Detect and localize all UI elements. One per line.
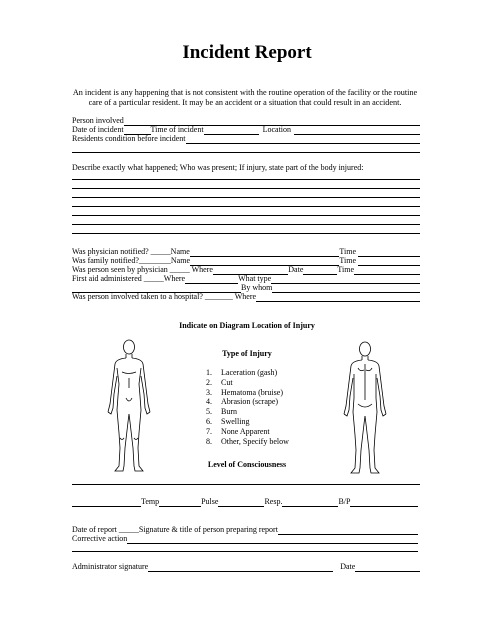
injury-type-label: None Apparent (221, 426, 270, 436)
date-of-incident-label: Date of incident (72, 125, 124, 134)
corrective-action-row (72, 534, 418, 544)
seen-date-label: Date (288, 265, 304, 274)
bp-field[interactable] (282, 498, 338, 507)
body-back-diagram[interactable] (340, 340, 390, 477)
injury-type-number: 5. (206, 407, 212, 417)
intro-paragraph: An incident is any happening that is not consistent with the routine operation of the facility or the routine care of a particular resident. It may be an accident or a situation that could result in an accident. (72, 88, 418, 107)
describe-line[interactable] (72, 206, 420, 207)
injury-type-number: 6. (206, 416, 212, 426)
admin-date-label: Date (340, 562, 356, 571)
describe-row (72, 163, 420, 173)
hospital-row (72, 292, 420, 302)
consciousness-heading: Level of Consciousness (207, 460, 287, 469)
pulse-label: Pulse (201, 497, 219, 506)
first-aid-label: First aid administered _____Where (72, 274, 186, 283)
injury-type-item (206, 397, 289, 407)
bp-label: B/P (338, 497, 351, 506)
injury-type-number: 1. (206, 368, 212, 377)
admin-signature-label: Administrator signature (72, 562, 149, 571)
describe-line[interactable] (72, 224, 420, 225)
corrective-action-line[interactable] (72, 551, 418, 552)
describe-line[interactable] (72, 188, 420, 189)
injury-type-label: Swelling (221, 416, 250, 426)
by-whom-label: By whom (241, 283, 273, 292)
body-front-diagram[interactable] (104, 338, 154, 475)
injury-type-label: Hematoma (bruise) (221, 387, 283, 397)
injury-type-item (206, 417, 289, 427)
injury-type-item (206, 378, 289, 388)
admin-signature-field[interactable] (148, 563, 333, 572)
injury-type-number: 4. (206, 397, 212, 407)
injury-type-number: 7. (206, 426, 212, 436)
describe-line[interactable] (72, 233, 420, 234)
seen-time-label: Time (337, 265, 354, 274)
resp-field[interactable] (218, 498, 264, 507)
resp-label: Resp. (264, 497, 283, 506)
injury-type-label: Laceration (gash) (221, 368, 278, 377)
corrective-action-field[interactable] (127, 535, 418, 544)
pulse-field[interactable] (159, 498, 201, 507)
injury-type-item (206, 427, 289, 437)
injury-type-list (206, 368, 289, 446)
hospital-label: Was person involved taken to a hospital? _______ Where (72, 292, 257, 301)
corrective-action-label: Corrective action (72, 534, 128, 543)
admin-date-field[interactable] (355, 563, 420, 572)
time-of-incident-label: Time of incident (150, 125, 204, 134)
vitals-row (72, 497, 418, 507)
consciousness-line[interactable] (72, 484, 420, 485)
diagram-heading: Indicate on Diagram Location of Injury (179, 321, 315, 330)
type-of-injury-heading: Type of Injury (222, 349, 272, 358)
residents-condition-row (72, 134, 420, 144)
injury-type-number: 3. (206, 387, 212, 397)
date-of-report-label: Date of report _____Signature & title of person preparing report (72, 525, 278, 534)
describe-line[interactable] (72, 197, 420, 198)
injury-type-item (206, 388, 289, 398)
injury-type-number: 2. (206, 377, 212, 387)
describe-label: Describe exactly what happened; Who was present; If injury, state part of the body injured: (72, 163, 364, 172)
what-type-label: What type (238, 274, 272, 283)
family-notified-label: Was family notified?________Name (72, 256, 190, 265)
describe-line[interactable] (72, 179, 420, 180)
physician-notified-label: Was physician notified? _____Name (72, 247, 190, 256)
page-title: Incident Report (182, 42, 312, 63)
residents-condition-field[interactable] (186, 135, 420, 144)
injury-type-label: Abrasion (scrape) (221, 397, 279, 407)
injury-type-item (206, 437, 289, 447)
injury-type-label: Other, Specify below (221, 436, 289, 446)
describe-line[interactable] (72, 215, 420, 216)
person-involved-label: Person involved (72, 116, 124, 125)
location-label: Location (262, 125, 292, 134)
temp-label: Temp (141, 497, 160, 506)
injury-type-item (206, 368, 289, 378)
seen-by-physician-label: Was person seen by physician _____ Where (72, 265, 213, 274)
residents-condition-label: Residents condition before incident (72, 134, 186, 143)
admin-signature-row (72, 562, 420, 572)
injury-type-number: 8. (206, 436, 212, 446)
injury-type-item (206, 407, 289, 417)
physician-time-label: Time (339, 247, 356, 256)
injury-type-label: Cut (221, 377, 233, 387)
family-time-label: Time (339, 256, 356, 265)
hospital-where-field[interactable] (256, 293, 420, 302)
residents-condition-line[interactable] (72, 152, 420, 153)
bp-value-field[interactable] (350, 498, 418, 507)
temp-field[interactable] (72, 498, 141, 507)
injury-type-label: Burn (221, 407, 237, 417)
